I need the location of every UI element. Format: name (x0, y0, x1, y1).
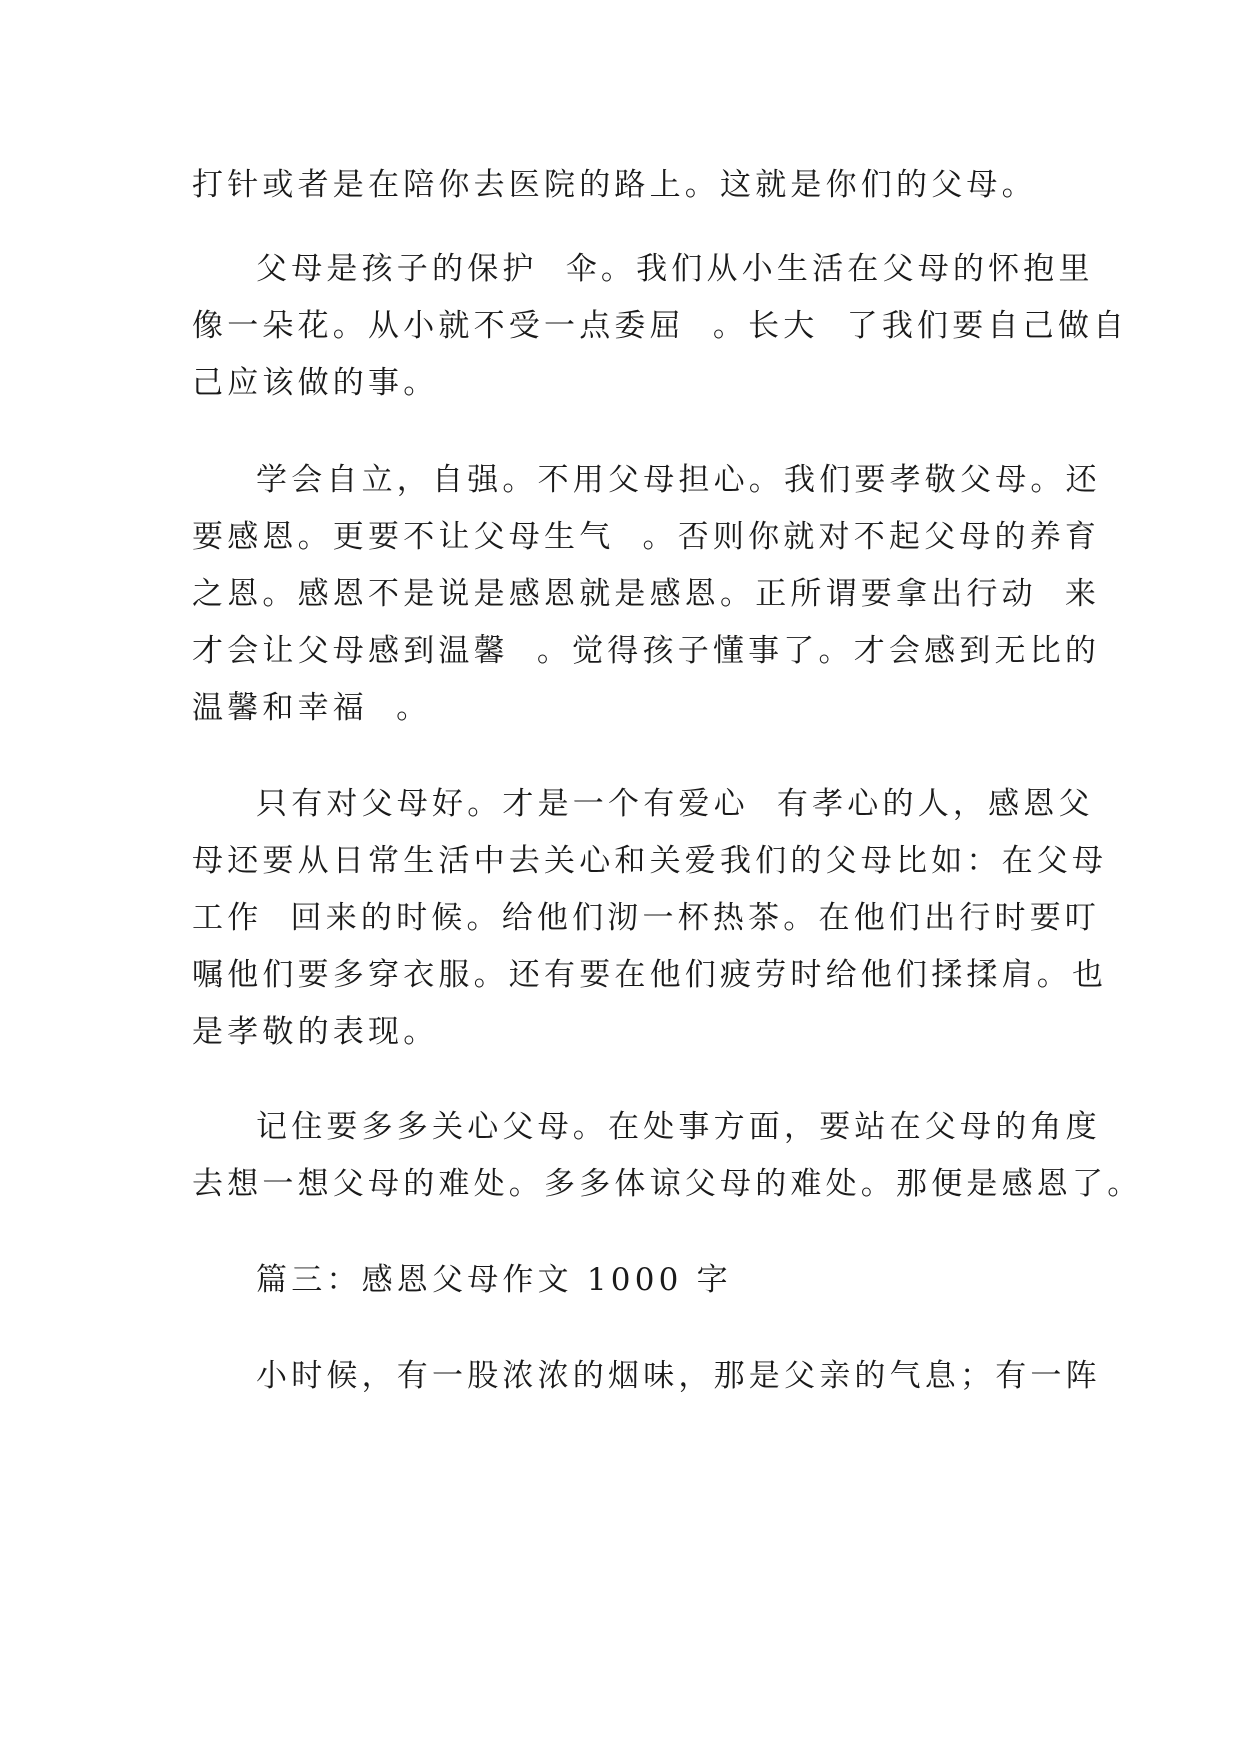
paragraph-start-line: 小时候，有一股浓浓的烟味，那是父亲的气息；有一阵 (256, 1358, 1101, 1394)
text-line: 像一朵花。从小就不受一点委屈 。长大 了我们要自己做自 (192, 308, 1129, 344)
text-line: 是孝敬的表现。 (192, 1014, 439, 1050)
paragraph-start-line: 父母是孩子的保护 伞。我们从小生活在父母的怀抱里 (256, 251, 1094, 287)
paragraph-start-line: 只有对父母好。才是一个有爱心 有孝心的人，感恩父 (256, 786, 1094, 822)
paragraph-start-line: 学会自立，自强。不用父母担心。我们要孝敬父母。还 (256, 462, 1101, 498)
text-line: 己应该做的事。 (192, 365, 439, 401)
text-line: 工作 回来的时候。给他们沏一杯热茶。在他们出行时要叮 (192, 900, 1101, 936)
text-line: 打针或者是在陪你去医院的路上。这就是你们的父母。 (192, 167, 1037, 203)
text-line: 母还要从日常生活中去关心和关爱我们的父母比如：在父母 (192, 843, 1108, 879)
text-line: 才会让父母感到温馨 。觉得孩子懂事了。才会感到无比的 (192, 633, 1101, 669)
text-line: 之恩。感恩不是说是感恩就是感恩。正所谓要拿出行动 来 (192, 576, 1101, 612)
section-heading: 篇三：感恩父母作文 1000 字 (256, 1262, 732, 1298)
text-line: 要感恩。更要不让父母生气 。否则你就对不起父母的养育 (192, 519, 1101, 555)
paragraph-start-line: 记住要多多关心父母。在处事方面，要站在父母的角度 (256, 1109, 1101, 1145)
text-line: 去想一想父母的难处。多多体谅父母的难处。那便是感恩了。 (192, 1166, 1143, 1202)
text-line: 嘱他们要多穿衣服。还有要在他们疲劳时给他们揉揉肩。也 (192, 957, 1108, 993)
text-line: 温馨和幸福 。 (192, 690, 432, 726)
